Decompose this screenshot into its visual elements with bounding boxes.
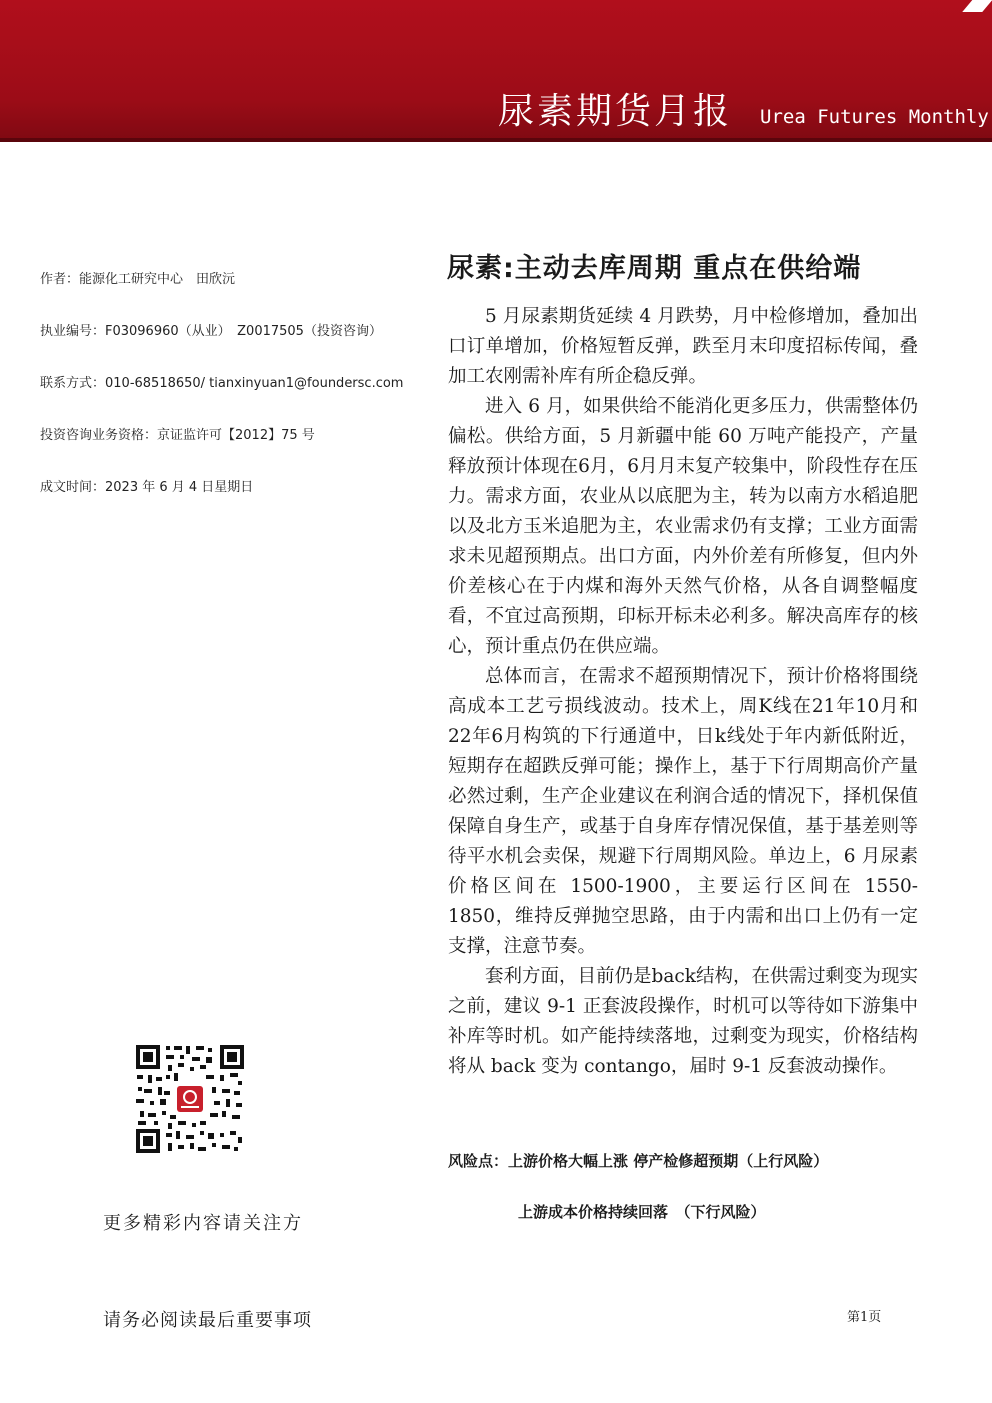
license-line: 执业编号：F03096960（从业） Z0017505（投资咨询） xyxy=(40,324,382,339)
author-info xyxy=(40,270,430,530)
banner-corner-notch xyxy=(962,0,992,12)
author-line: 作者：能源化工研究中心 田欣沅 xyxy=(40,272,236,287)
follow-prompt: 更多精彩内容请关注方 xyxy=(103,1213,303,1234)
report-subtitle: Urea Futures Monthly xyxy=(760,106,989,128)
date-line: 成文时间：2023 年 6 月 4 日星期日 xyxy=(40,480,254,495)
paragraph: 5 月尿素期货延续 4 月跌势，月中检修增加，叠加出口订单增加，价格短暂反弹，跌至月末印度招标传闻，叠加工农刚需补库有所企稳反弹。 xyxy=(448,306,918,387)
contact-line: 联系方式：010-68518650/ tianxinyuan1@foundersc.com xyxy=(40,376,404,391)
banner-bottom-edge xyxy=(0,138,992,142)
qr-code-icon[interactable] xyxy=(134,1043,246,1155)
paragraph: 进入 6 月，如果供给不能消化更多压力，供需整体仍偏松。供给方面，5 月新疆中能 60 万吨产能投产，产量释放预计体现在6月，6月月末复产较集中，阶段性存在压力。需求方面，农业从以底肥为主，转为以南方水稻追肥以及北方玉米追肥为主，农业需求仍有支撑；工业方面需求未见超预期点。出口方面，内外价差有所修复，但内外价差核心在于内煤和海外天然气价格，从各自调整幅度看，不宜过高预期，印标开标未必利多。解决高库存的核心，预计重点仍在供应端。 xyxy=(448,396,918,657)
risk-upside: 风险点：上游价格大幅上涨 停产检修超预期（上行风险） xyxy=(448,1152,829,1170)
risk-downside: 上游成本价格持续回落 （下行风险） xyxy=(518,1203,766,1221)
article-body xyxy=(448,302,918,1082)
qualification-line: 投资咨询业务资格：京证监许可【2012】75 号 xyxy=(40,428,315,443)
report-title: 尿素期货月报 xyxy=(498,91,733,132)
article-title: 尿素:主动去库周期 重点在供给端 xyxy=(447,253,862,284)
footer-notice: 请务必阅读最后重要事项 xyxy=(103,1310,312,1331)
header-banner xyxy=(0,0,992,142)
page-number: 第1页 xyxy=(847,1310,882,1325)
paragraph: 套利方面，目前仍是back结构，在供需过剩变为现实之前，建议 9-1 正套波段操作，时机可以等待如下游集中补库等时机。如产能持续落地，过剩变为现实，价格结构将从 back 变为 contango，届时 9-1 反套波动操作。 xyxy=(448,966,918,1077)
paragraph: 总体而言，在需求不超预期情况下，预计价格将围绕高成本工艺亏损线波动。技术上，周K线在21年10月和22年6月构筑的下行通道中，日k线处于年内新低附近，短期存在超跌反弹可能；操作上，基于下行周期高价产量必然过剩，生产企业建议在利润合适的情况下，择机保值保障自身生产，或基于自身库存情况保值，基于基差则等待平水机会卖保，规避下行周期风险。单边上，6 月尿素价格区间在 1500-1900，主要运行区间在 1550-1850，维持反弹抛空思路，由于内需和出口上仍有一定支撑，注意节奏。 xyxy=(448,666,918,957)
